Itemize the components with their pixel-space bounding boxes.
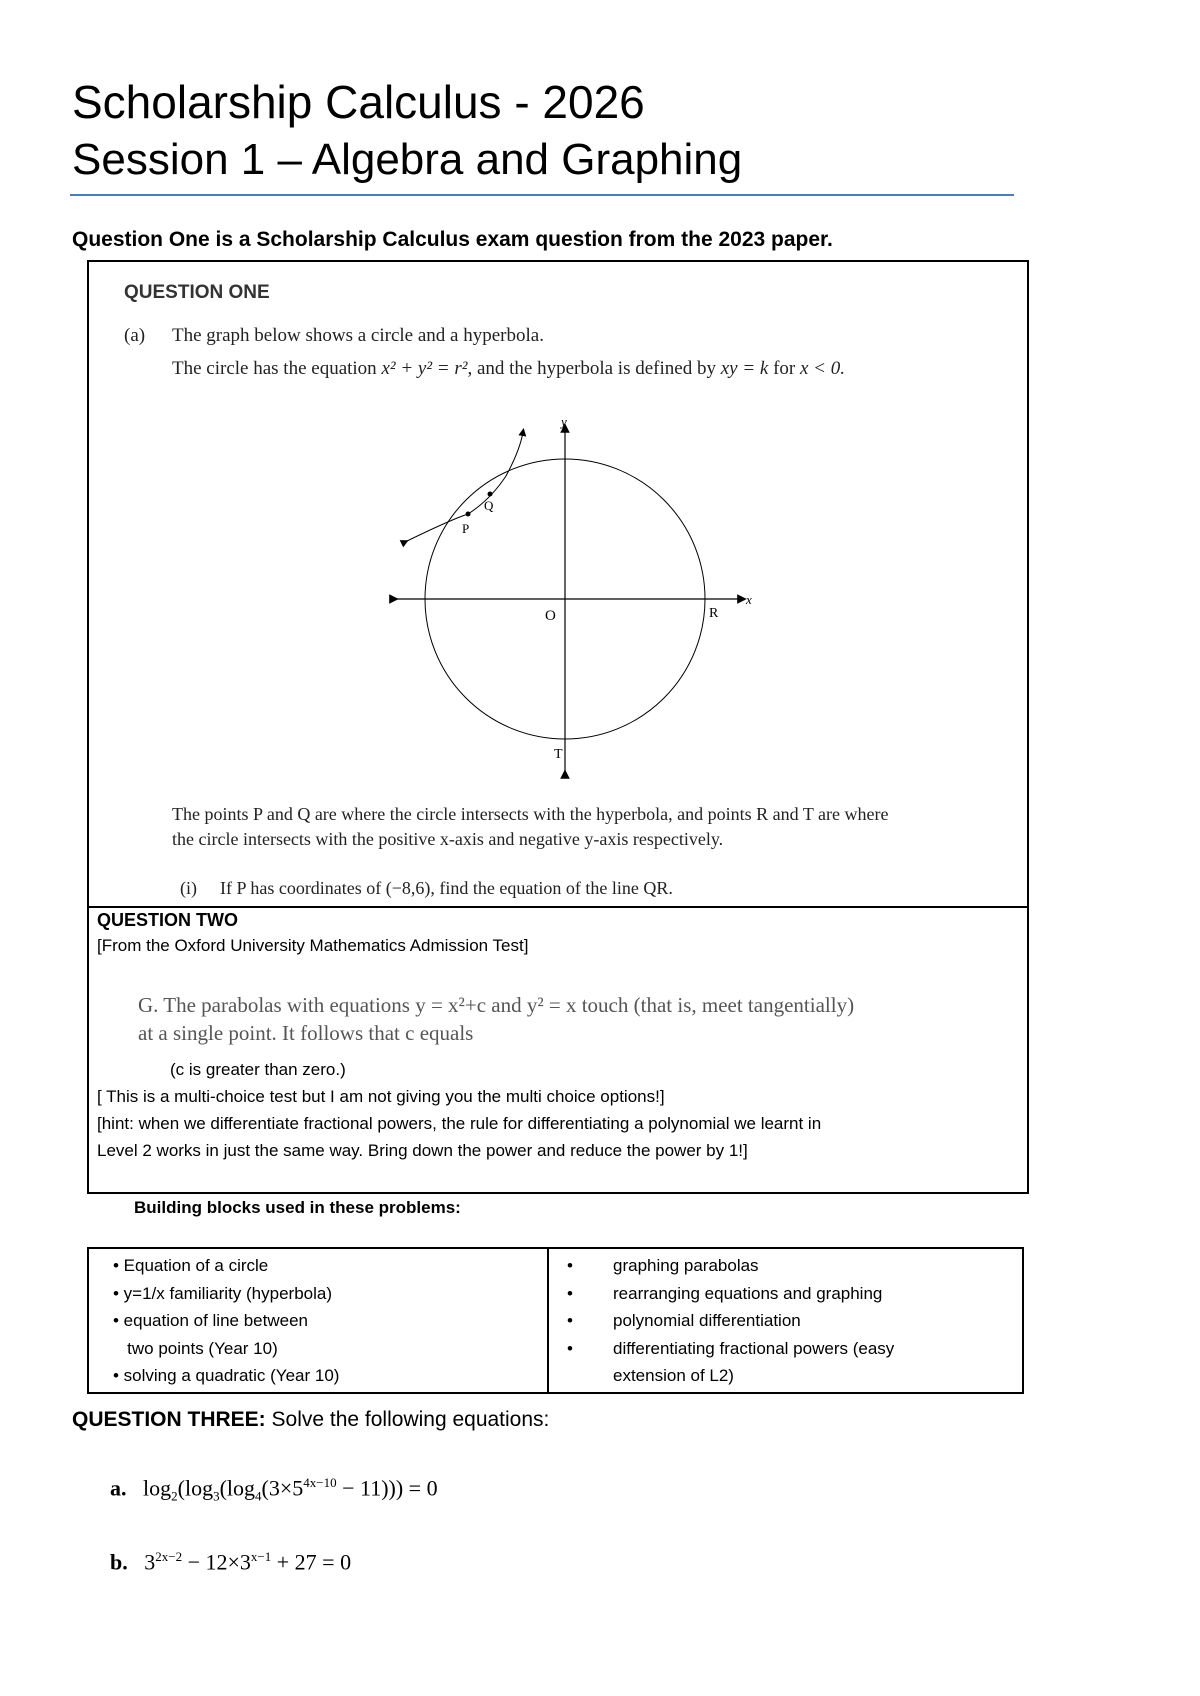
building-blocks-table	[87, 1247, 1024, 1394]
block-item: graphing parabolas	[613, 1256, 759, 1275]
p-label: P	[462, 521, 470, 536]
block-item: two points (Year 10)	[113, 1338, 278, 1358]
question-two-note1: [ This is a multi-choice test but I am not giving you the multi choice options!]	[97, 1087, 665, 1106]
question-two-note2: [hint: when we differentiate fractional powers, the rule for differentiating a polynomial we learnt in	[97, 1114, 822, 1133]
intro-text: Question One is a Scholarship Calculus exam question from the 2023 paper.	[72, 228, 833, 251]
domain-condition: x < 0.	[799, 358, 845, 379]
question-two-heading: QUESTION TWO	[97, 910, 238, 930]
question-three-text: Solve the following equations:	[265, 1408, 550, 1431]
x-axis-label: x	[746, 592, 752, 607]
building-blocks-left-cell	[88, 1248, 548, 1393]
bullet: •	[567, 1311, 573, 1330]
y-axis-label: y	[561, 414, 567, 429]
bullet: •	[567, 1338, 573, 1358]
equation-a: a. $\log_2(\log_3(\log_4(3\times 5^{4x-10} - 11))) = 0$	[110, 1475, 438, 1504]
document-subtitle: Session 1 – Algebra and Graphing	[72, 135, 743, 184]
bullet: •	[567, 1256, 573, 1275]
building-blocks-heading: Building blocks used in these problems:	[134, 1198, 461, 1217]
question-two-condition: (c is greater than zero.)	[170, 1060, 346, 1079]
question-two-note3: Level 2 works in just the same way. Bring down the power and reduce the power by 1!]	[97, 1141, 748, 1160]
block-item: • solving a quadratic (Year 10)	[113, 1366, 340, 1385]
building-blocks-right-cell	[548, 1248, 1023, 1393]
part-a-line2-suffix: for	[768, 358, 800, 379]
bullet: •	[567, 1283, 573, 1303]
title-divider	[70, 194, 1014, 196]
circle-hyperbola-graph	[380, 410, 760, 790]
q-label: Q	[484, 498, 494, 513]
question-three-heading	[72, 1408, 549, 1432]
part-a-line2-mid: , and the hyperbola is defined by	[467, 358, 721, 379]
block-item: extension of L2)	[613, 1366, 734, 1385]
part-i-text: If P has coordinates of (−8,6), find the equation of the line QR.	[220, 878, 673, 898]
block-item: polynomial differentiation	[613, 1311, 801, 1330]
equation-b-label: b.	[110, 1549, 128, 1575]
point-q	[488, 492, 493, 497]
part-i-label: (i)	[180, 878, 197, 898]
question-two-problem-line1: G. The parabolas with equations y = x²+c and y² = x touch (that is, meet tangentially)	[138, 993, 855, 1017]
origin-label: O	[545, 608, 556, 624]
question-one-heading: QUESTION ONE	[124, 282, 270, 303]
equation-a-label: a.	[110, 1475, 127, 1501]
point-p	[466, 512, 471, 517]
question-two-source: [From the Oxford University Mathematics Admission Test]	[97, 936, 529, 955]
part-a-line1: The graph below shows a circle and a hyperbola.	[172, 325, 544, 346]
question-three-label: QUESTION THREE:	[72, 1408, 266, 1431]
block-item: • y=1/x familiarity (hyperbola)	[113, 1283, 332, 1303]
t-label: T	[554, 747, 563, 762]
hyperbola-equation: xy = k	[720, 358, 769, 379]
part-a-line2	[172, 358, 845, 380]
block-item: • Equation of a circle	[113, 1256, 269, 1275]
block-item: • equation of line between	[113, 1311, 308, 1330]
circle-equation: x² + y² = r²	[381, 358, 468, 379]
graph-description-line1: The points P and Q are where the circle intersects with the hyperbola, and points R and T are where	[172, 804, 889, 824]
graph-description-line2: the circle intersects with the positive x-axis and negative y-axis respectively.	[172, 829, 724, 849]
r-label: R	[709, 606, 719, 621]
part-a-label: (a)	[124, 325, 146, 346]
block-item: rearranging equations and graphing	[613, 1283, 883, 1303]
part-a-line2-prefix: The circle has the equation	[172, 358, 382, 379]
block-item: differentiating fractional powers (easy	[613, 1338, 895, 1358]
document-title: Scholarship Calculus - 2026	[72, 76, 645, 128]
question-two-problem-line2: at a single point. It follows that c equals	[138, 1021, 474, 1045]
equation-b: b. $3^{2x-2} - 12\times 3^{x-1} + 27 = 0$	[110, 1549, 352, 1575]
